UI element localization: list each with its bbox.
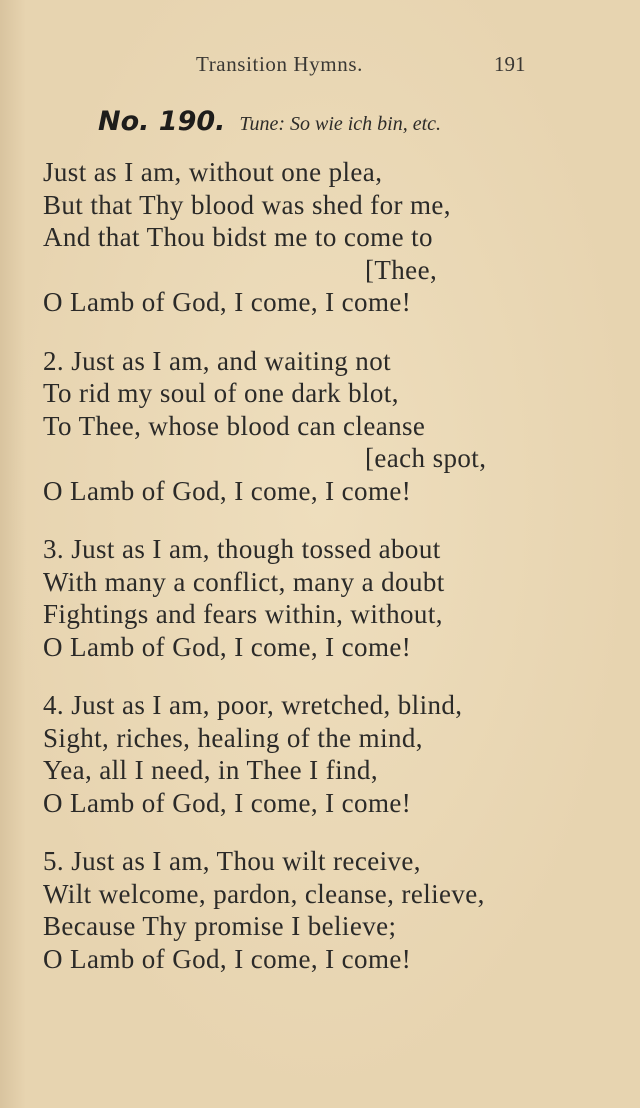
hymn-number: No. 190. [98,106,226,137]
verse-line: To rid my soul of one dark blot, [43,378,399,408]
verse-line-continuation: [each spot, [365,443,487,473]
verse-line: Because Thy promise I believe; [43,911,397,941]
verse-line: And that Thou bidst me to come to [43,222,433,252]
verse-line: Fightings and fears within, without, [43,599,443,629]
verse-line: With many a conflict, many a doubt [43,566,445,597]
verse-3 [43,533,603,663]
running-head: Transition Hymns. [196,52,363,76]
verse-line: Wilt welcome, pardon, cleanse, relieve, [43,878,485,909]
verse-line: O Lamb of God, I come, I come! [43,631,412,662]
verse-1 [43,156,603,319]
verse-line: O Lamb of God, I come, I come! [43,287,412,317]
verse-line: 4. Just as I am, poor, wretched, blind, [43,690,463,720]
verse-line: Yea, all I need, in Thee I find, [43,755,378,785]
verse-line: O Lamb of God, I come, I come! [43,475,412,506]
hymn-tune: Tune: So wie ich bin, etc. [239,113,442,135]
verse-line: O Lamb of God, I come, I come! [43,787,412,818]
verse-line: Just as I am, without one plea, [43,157,383,187]
verse-line: 5. Just as I am, Thou wilt receive, [43,846,421,876]
verse-5 [43,845,603,975]
verse-line: To Thee, whose blood can cleanse [43,410,426,441]
hymn-heading [98,106,441,137]
hymn-text [43,156,603,1001]
page-number: 191 [494,52,526,76]
verse-line: Sight, riches, healing of the mind, [43,722,423,753]
verse-line: O Lamb of God, I come, I come! [43,943,412,974]
verse-4 [43,689,603,819]
verse-line: But that Thy blood was shed for me, [43,189,451,220]
verse-line-continuation: [Thee, [365,254,438,285]
verse-line: 3. Just as I am, though tossed about [43,534,441,564]
verse-2 [43,345,603,508]
verse-line: 2. Just as I am, and waiting not [43,345,392,376]
